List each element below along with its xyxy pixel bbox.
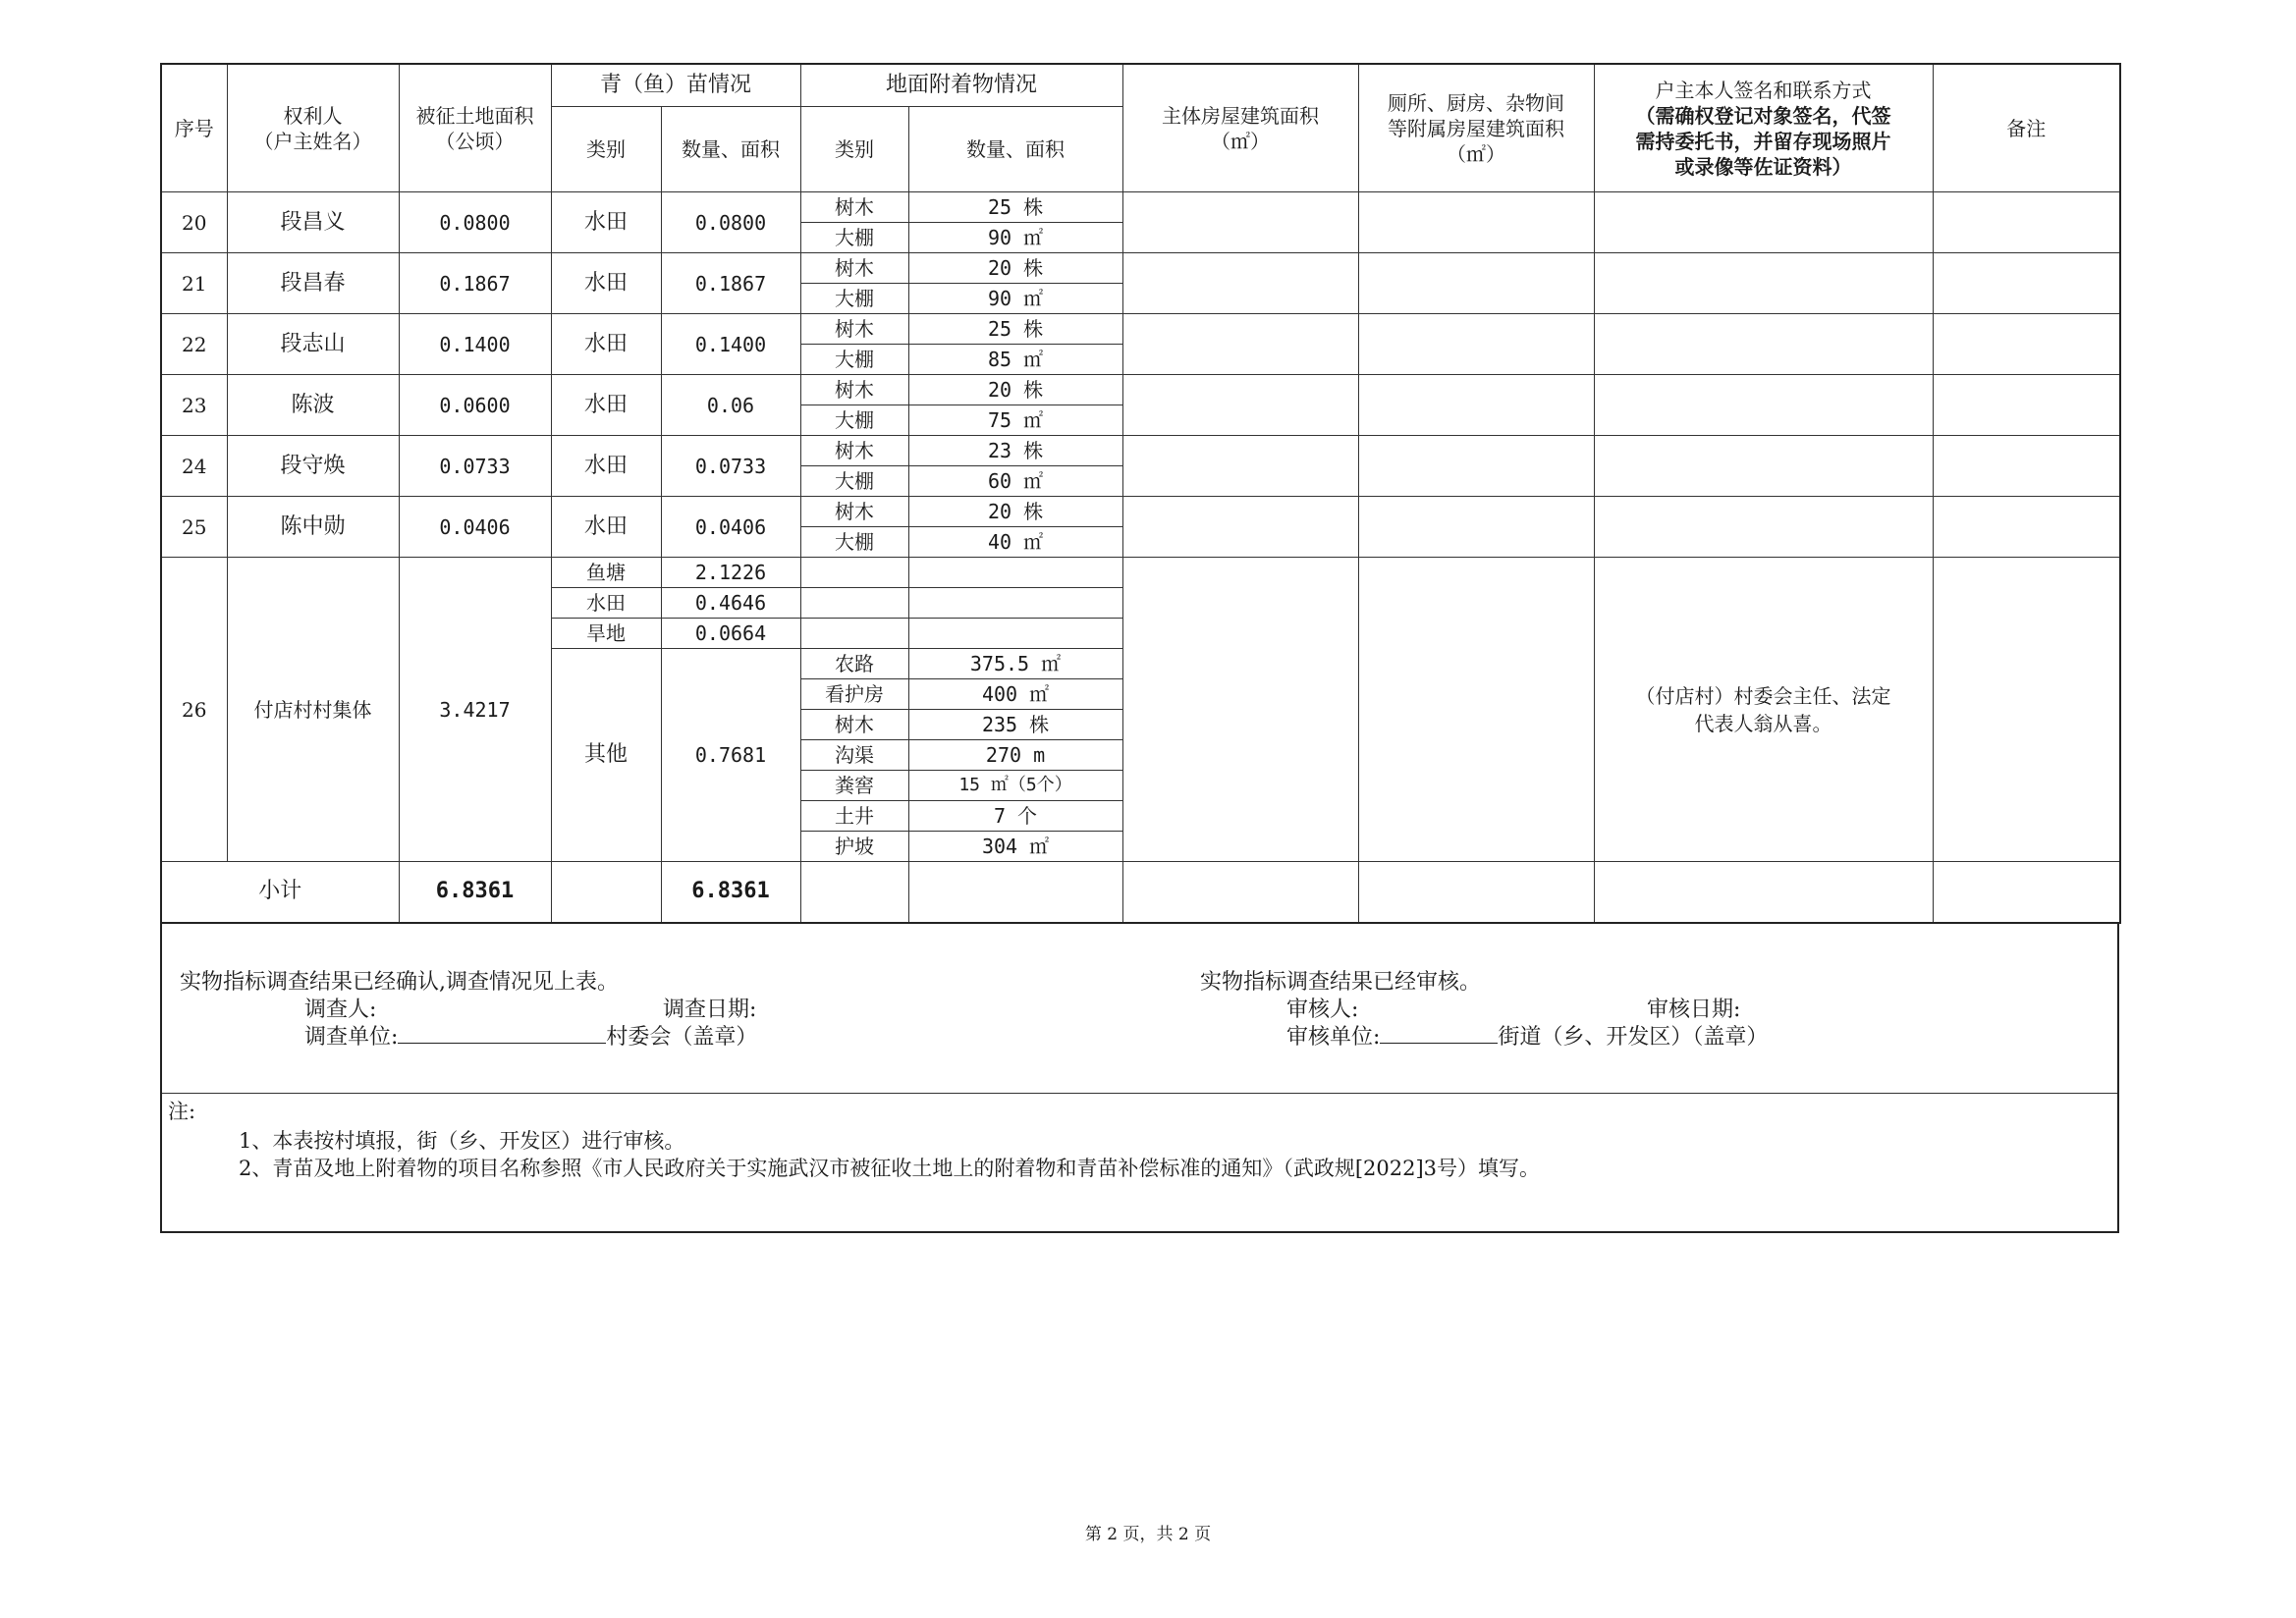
- attachment-qty: 40 ㎡: [908, 527, 1122, 558]
- row-land-area: 0.0600: [399, 375, 551, 436]
- collective-row: [161, 558, 2120, 862]
- empty-cell: [800, 619, 908, 649]
- collective-crop-type: 旱地: [551, 619, 661, 649]
- attachment-type: 大棚: [800, 223, 908, 253]
- empty-cell: [800, 862, 908, 923]
- row-owner: 段昌义: [227, 192, 399, 253]
- empty-cell: [908, 558, 1122, 588]
- street-seal: 街道（乡、开发区）（盖章）: [1498, 1024, 1769, 1050]
- attachment-type: 护坡: [800, 832, 908, 862]
- header-crop-qty: 数量、面积: [661, 107, 800, 192]
- signature-blank: [1380, 1023, 1498, 1044]
- note-2: 2、青苗及地上附着物的项目名称参照《市人民政府关于实施武汉市被征收土地上的附着物和青苗补偿标准的通知》（武政规[2022]3号）填写。: [239, 1156, 1541, 1180]
- row-seq: 20: [161, 192, 227, 253]
- row-remarks: [1933, 375, 2120, 436]
- row-seq: 23: [161, 375, 227, 436]
- attachment-qty: 90 ㎡: [908, 223, 1122, 253]
- row-seq: 24: [161, 436, 227, 497]
- attachment-type: 农路: [800, 649, 908, 679]
- collective-seq: 26: [161, 558, 227, 862]
- attachment-type: 大棚: [800, 405, 908, 436]
- collective-crop-type: 鱼塘: [551, 558, 661, 588]
- empty-cell: [908, 862, 1122, 923]
- collective-crop-qty: 0.0664: [661, 619, 800, 649]
- attachment-type: 大棚: [800, 466, 908, 497]
- row-crop-type: 水田: [551, 314, 661, 375]
- table-header: [161, 64, 2120, 192]
- empty-cell: [1933, 862, 2120, 923]
- row-seq: 21: [161, 253, 227, 314]
- row-signature: [1594, 192, 1933, 253]
- table-row: [161, 253, 2120, 284]
- attachment-qty: 400 ㎡: [908, 679, 1122, 710]
- header-seq: 序号: [161, 64, 227, 192]
- row-crop-qty: 0.0733: [661, 436, 800, 497]
- row-signature: [1594, 436, 1933, 497]
- row-main-house-area: [1122, 314, 1358, 375]
- attachment-qty: 304 ㎡: [908, 832, 1122, 862]
- review-date-label: 审核日期:: [1647, 997, 1741, 1022]
- review-statement: 实物指标调查结果已经审核。: [1200, 969, 1482, 995]
- confirmation-section: [162, 924, 2117, 1094]
- row-main-house-area: [1122, 497, 1358, 558]
- empty-cell: [800, 588, 908, 619]
- survey-table: [160, 63, 2121, 924]
- empty-cell: [800, 558, 908, 588]
- empty-cell: [1358, 862, 1594, 923]
- subtotal-crop-qty: 6.8361: [661, 862, 800, 923]
- header-land-area: 被征土地面积 （公顷）: [399, 64, 551, 192]
- row-remarks: [1933, 436, 2120, 497]
- collective-owner: 付店村村集体: [227, 558, 399, 862]
- row-land-area: 0.1867: [399, 253, 551, 314]
- empty-cell: [551, 862, 661, 923]
- row-signature: [1594, 253, 1933, 314]
- collective-other-qty: 0.7681: [661, 649, 800, 862]
- row-signature: [1594, 314, 1933, 375]
- table-row: [161, 314, 2120, 345]
- row-aux-house-area: [1358, 436, 1594, 497]
- attachment-type: 树木: [800, 375, 908, 405]
- collective-remarks: [1933, 558, 2120, 862]
- row-owner: 陈中勋: [227, 497, 399, 558]
- header-remarks: 备注: [1933, 64, 2120, 192]
- collective-crop-type: 水田: [551, 588, 661, 619]
- attachment-type: 树木: [800, 710, 908, 740]
- row-aux-house-area: [1358, 314, 1594, 375]
- attachment-qty: 23 株: [908, 436, 1122, 466]
- row-main-house-area: [1122, 253, 1358, 314]
- table-row: [161, 375, 2120, 405]
- signature-blank: [398, 1023, 606, 1044]
- investigation-unit-label: 调查单位:: [304, 1024, 399, 1050]
- subtotal-row: [161, 862, 2120, 923]
- attachment-qty: 85 ㎡: [908, 345, 1122, 375]
- row-aux-house-area: [1358, 253, 1594, 314]
- attachment-qty: 270 m: [908, 740, 1122, 771]
- investigation-date-label: 调查日期:: [663, 997, 757, 1022]
- attachment-type: 粪窖: [800, 771, 908, 801]
- page-number: 第 2 页，共 2 页: [1084, 1525, 1212, 1544]
- collective-aux-house-area: [1358, 558, 1594, 862]
- row-remarks: [1933, 253, 2120, 314]
- footer-block: [160, 924, 2119, 1233]
- row-owner: 陈波: [227, 375, 399, 436]
- empty-cell: [908, 588, 1122, 619]
- row-crop-qty: 0.1400: [661, 314, 800, 375]
- header-crop-type: 类别: [551, 107, 661, 192]
- row-crop-qty: 0.0406: [661, 497, 800, 558]
- table-row: [161, 192, 2120, 223]
- header-aux-house-area: 厕所、厨房、杂物间 等附属房屋建筑面积 （㎡）: [1358, 64, 1594, 192]
- row-remarks: [1933, 192, 2120, 253]
- attachment-type: 树木: [800, 497, 908, 527]
- review-unit-label: 审核单位:: [1286, 1024, 1381, 1050]
- empty-cell: [1122, 862, 1358, 923]
- header-main-house-area: 主体房屋建筑面积 （㎡）: [1122, 64, 1358, 192]
- note-1: 1、本表按村填报，街（乡、开发区）进行审核。: [239, 1128, 685, 1153]
- household-rows: [161, 192, 2120, 558]
- collective-crop-qty: 2.1226: [661, 558, 800, 588]
- row-crop-qty: 0.06: [661, 375, 800, 436]
- attachment-type: 树木: [800, 192, 908, 223]
- table-row: [161, 436, 2120, 466]
- review-unit-line: [1286, 1020, 1768, 1051]
- row-crop-qty: 0.1867: [661, 253, 800, 314]
- row-land-area: 0.1400: [399, 314, 551, 375]
- row-crop-qty: 0.0800: [661, 192, 800, 253]
- row-seq: 22: [161, 314, 227, 375]
- attachment-qty: 235 株: [908, 710, 1122, 740]
- row-main-house-area: [1122, 436, 1358, 497]
- attachment-qty: 20 株: [908, 375, 1122, 405]
- row-owner: 段守焕: [227, 436, 399, 497]
- attachment-type: 土井: [800, 801, 908, 832]
- attachment-type: 看护房: [800, 679, 908, 710]
- header-signature: 户主本人签名和联系方式 （需确权登记对象签名，代签 需持委托书，并留存现场照片 或录像等佐证资料）: [1594, 64, 1933, 192]
- row-land-area: 0.0800: [399, 192, 551, 253]
- attachment-qty: 375.5 ㎡: [908, 649, 1122, 679]
- attachment-qty: 90 ㎡: [908, 284, 1122, 314]
- investigator-label: 调查人:: [304, 997, 377, 1022]
- collective-main-house-area: [1122, 558, 1358, 862]
- row-main-house-area: [1122, 192, 1358, 253]
- row-owner: 段志山: [227, 314, 399, 375]
- attachment-qty: 60 ㎡: [908, 466, 1122, 497]
- row-crop-type: 水田: [551, 375, 661, 436]
- row-signature: [1594, 497, 1933, 558]
- collective-signature: （付店村）村委会主任、法定 代表人翁从喜。: [1594, 558, 1933, 862]
- attachment-type: 大棚: [800, 345, 908, 375]
- header-crop-group: 青（鱼）苗情况: [551, 64, 800, 107]
- row-crop-type: 水田: [551, 253, 661, 314]
- empty-cell: [908, 619, 1122, 649]
- row-signature: [1594, 375, 1933, 436]
- row-main-house-area: [1122, 375, 1358, 436]
- collective-other-type: 其他: [551, 649, 661, 862]
- investigation-unit-line: [304, 1020, 757, 1051]
- attachment-type: 树木: [800, 436, 908, 466]
- notes-section: [162, 1094, 2117, 1231]
- row-seq: 25: [161, 497, 227, 558]
- investigation-statement: 实物指标调查结果已经确认,调查情况见上表。: [180, 969, 619, 995]
- row-owner: 段昌春: [227, 253, 399, 314]
- attachment-qty: 20 株: [908, 497, 1122, 527]
- attachment-qty: 75 ㎡: [908, 405, 1122, 436]
- compensation-survey-sheet: [160, 63, 2119, 1233]
- table-row: [161, 497, 2120, 527]
- subtotal-land-area: 6.8361: [399, 862, 551, 923]
- row-aux-house-area: [1358, 375, 1594, 436]
- header-attachment-group: 地面附着物情况: [800, 64, 1122, 107]
- attachment-type: 大棚: [800, 527, 908, 558]
- collective-land-area: 3.4217: [399, 558, 551, 862]
- attachment-type: 大棚: [800, 284, 908, 314]
- attachment-qty: 7 个: [908, 801, 1122, 832]
- attachment-qty: 15 ㎡（5个）: [908, 771, 1122, 801]
- row-crop-type: 水田: [551, 436, 661, 497]
- village-committee-seal: 村委会（盖章）: [606, 1024, 758, 1050]
- attachment-qty: 20 株: [908, 253, 1122, 284]
- subtotal-label: 小计: [161, 862, 399, 923]
- notes-label: 注:: [168, 1099, 196, 1123]
- attachment-qty: 25 株: [908, 314, 1122, 345]
- reviewer-label: 审核人:: [1286, 997, 1359, 1022]
- empty-cell: [1594, 862, 1933, 923]
- header-owner: 权利人 （户主姓名）: [227, 64, 399, 192]
- header-attachment-type: 类别: [800, 107, 908, 192]
- row-remarks: [1933, 497, 2120, 558]
- row-remarks: [1933, 314, 2120, 375]
- row-land-area: 0.0733: [399, 436, 551, 497]
- attachment-type: 树木: [800, 253, 908, 284]
- header-attachment-qty: 数量、面积: [908, 107, 1122, 192]
- collective-crop-qty: 0.4646: [661, 588, 800, 619]
- attachment-type: 沟渠: [800, 740, 908, 771]
- row-aux-house-area: [1358, 497, 1594, 558]
- row-crop-type: 水田: [551, 497, 661, 558]
- attachment-qty: 25 株: [908, 192, 1122, 223]
- row-aux-house-area: [1358, 192, 1594, 253]
- attachment-type: 树木: [800, 314, 908, 345]
- row-land-area: 0.0406: [399, 497, 551, 558]
- row-crop-type: 水田: [551, 192, 661, 253]
